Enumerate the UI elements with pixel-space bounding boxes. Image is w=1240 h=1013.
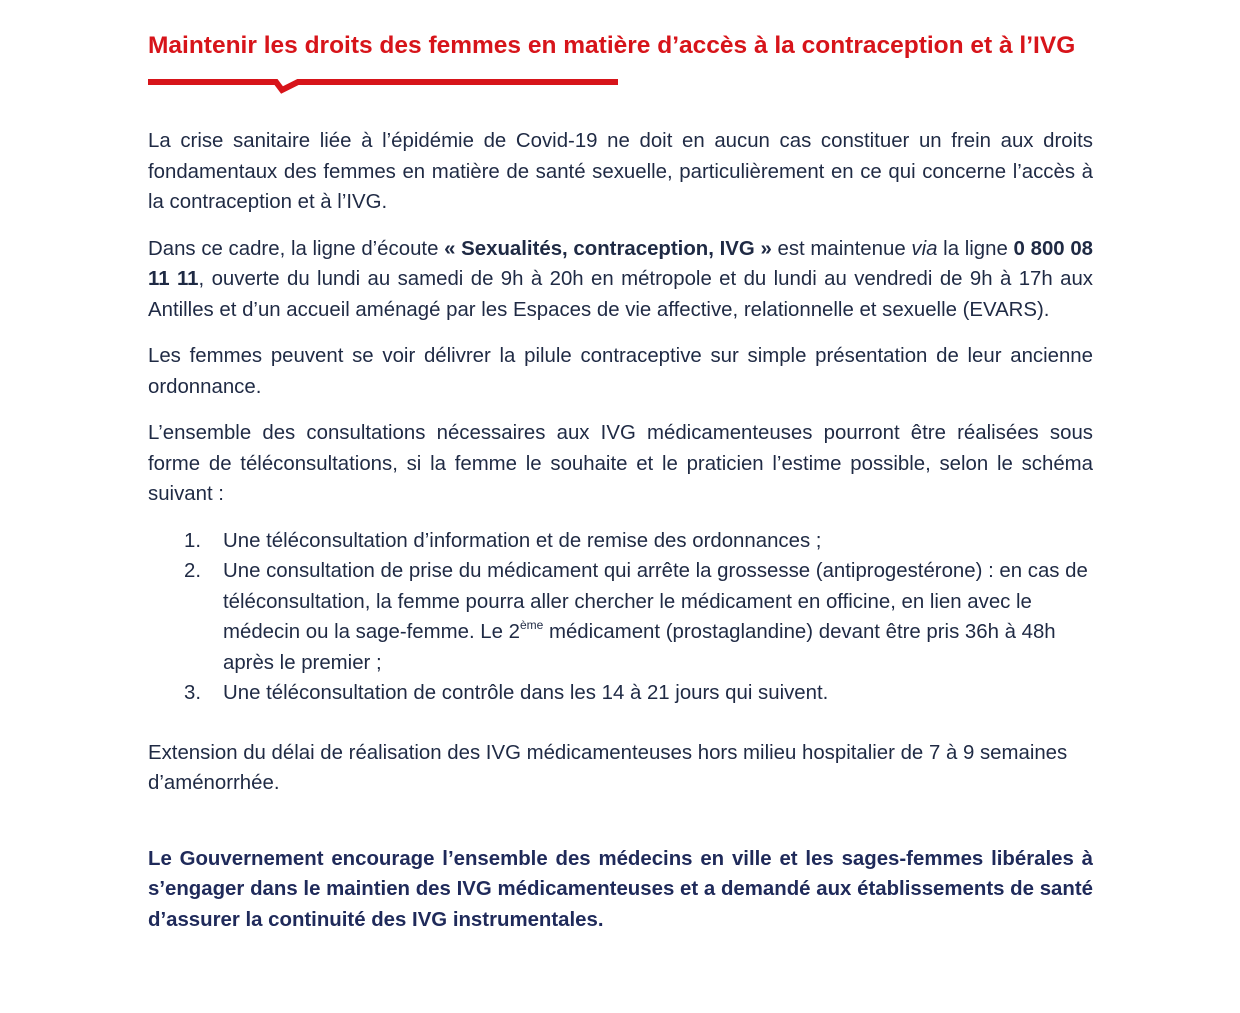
hotline-text-d: , ouverte du lundi au samedi de 9h à 20h en métropole et du lundi au vendredi de 9h à 17h aux Antilles et d’un accueil aménagé par les Espaces de vie affective, relationnelle et sexuelle (EVARS). [148,268,1093,321]
hotline-text-a: Dans ce cadre, la ligne d’écoute [148,237,445,260]
hotline-phone-number: 0 800 08 11 11 [148,237,1094,290]
hotline-name: « Sexualités, contraception, IVG » [444,237,772,260]
list-item-text: Une téléconsultation d’information et de remise des ordonnances ; [223,529,822,552]
hotline-paragraph [148,234,1093,326]
list-item-text: Une téléconsultation de contrôle dans les 14 à 21 jours qui suivent. [223,682,829,704]
list-item-number: 1. [184,529,202,552]
list-item-text-a: Une consultation de prise du médicament qui arrête la grossesse (antiprogestérone) : en cas de téléconsultation, la femme pourra aller chercher le médicament en officine, en lien avec le médecin ou la sage-femme. Le 2 [223,560,1088,643]
steps-list [148,526,1093,709]
document-page [148,28,1093,951]
teleconsultation-paragraph: L’ensemble des consultations nécessaires aux IVG médicamenteuses pourront être réalisées sous forme de téléconsultations, si la femme le souhaite et le praticien l’estime possible, selon le schéma suivant : [148,422,1093,505]
spacer [148,709,1093,738]
list-item [148,526,1093,557]
title-underline-rule [148,78,620,104]
list-item [148,678,1093,709]
list-item [148,556,1093,678]
spacer [148,815,1093,844]
list-item-text-b: médicament (prostaglandine) devant être pris 36h à 48h après le premier ; [223,621,1056,674]
hotline-via: via [911,237,938,260]
list-item-number: 3. [184,682,202,704]
list-item-number: 2. [184,560,202,582]
superscript-eme: ème [519,618,544,632]
hotline-text-c: la ligne [937,237,1014,260]
page-title: Maintenir les droits des femmes en matière d’accès à la contraception et à l’IVG [148,32,1076,59]
conclusion-paragraph: Le Gouvernement encourage l’ensemble des médecins en ville et les sages-femmes libérales à s’engager dans le maintien des IVG médicamenteuses et a demandé aux établissements de santé d’assurer la continuité des IVG instrumentales. [148,847,1093,931]
hotline-text-b: est maintenue [771,237,912,260]
intro-paragraph: La crise sanitaire liée à l’épidémie de Covid-19 ne doit en aucun cas constituer un frein aux droits fondamentaux des femmes en matière de santé sexuelle, particulièrement en ce qui concerne l’accès à la contraception et à l’IVG. [148,130,1093,213]
pill-paragraph: Les femmes peuvent se voir délivrer la pilule contraceptive sur simple présentation de leur ancienne ordonnance. [148,345,1093,398]
extension-paragraph: Extension du délai de réalisation des IVG médicamenteuses hors milieu hospitalier de 7 à 9 semaines d’aménorrhée. [148,741,1068,794]
